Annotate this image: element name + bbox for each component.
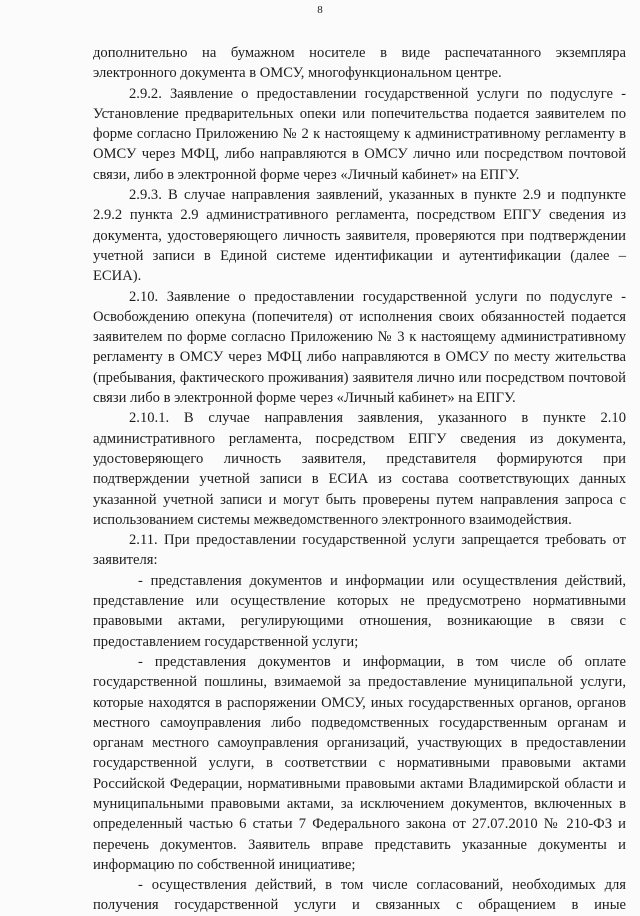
- page-number: 8: [317, 4, 323, 16]
- paragraph-2-10: 2.10. Заявление о предоставлении государственной услуги по подуслуге - Освобождению опекуна (попечителя) от исполнения своих обязанностей подается заявителем по форме согласно Приложению № 3 к настоящему административному регламенту в ОМСУ через МФЦ либо направляются в ОМСУ по месту жительства (пребывания, фактического проживания) заявителя лично или посредством почтовой связи либо в электронной форме через «Личный кабинет» на ЕПГУ.: [93, 288, 626, 407]
- paragraph-2-10-1: 2.10.1. В случае направления заявления, указанного в пункте 2.10 административного регламента, посредством ЕПГУ сведения из документа, удостоверяющего личность заявителя, представителя формируются при подтверждении учетной записи в ЕСИА из состава соответствующих данных указанной учетной записи и могут быть проверены путем направления запроса с использованием системы межведомственного электронного взаимодействия.: [93, 410, 626, 528]
- paragraph-continuation: дополнительно на бумажном носителе в виде распечатанного экземпляра электронного документа в ОМСУ, многофункциональном центре.: [93, 45, 626, 82]
- list-item: - представления документов и информации, в том числе об оплате государственной пошлины, взимаемой за предоставление муниципальной услуги, которые находятся в распоряжении ОМСУ, иных государственных органов, органов местного самоуправления либо подведомственных государственным органам и органам местного самоуправления организаций, участвующих в предоставлении государственной услуги, в соответствии с нормативными правовыми актами Российской Федерации, нормативными правовыми актами Владимирской области и муниципальными правовыми актами, за исключением документов, включенных в определенный частью 6 статьи 7 Федерального закона от 27.07.2010 № 210-ФЗ и перечень документов. Заявитель вправе представить указанные документы и информацию по собственной инициативе;: [93, 653, 626, 873]
- paragraph-2-11: 2.11. При предоставлении государственной услуги запрещается требовать от заявителя:: [93, 532, 626, 569]
- list-item: - осуществления действий, в том числе согласований, необходимых для получения государственной услуги и связанных с обращением в иные: [93, 877, 626, 914]
- paragraph-2-9-3: 2.9.3. В случае направления заявлений, указанных в пункте 2.9 и подпункте 2.9.2 пункта 2.9 административного регламента, посредством ЕПГУ сведения из документа, удостоверяющего личность заявителя, проверяются при подтверждении учетной записи в Единой системе идентификации и аутентификации (далее – ЕСИА).: [93, 187, 626, 285]
- paragraph-2-9-2: 2.9.2. Заявление о предоставлении государственной услуги по подуслуге - Установление предварительных опеки или попечительства подается заявителем по форме согласно Приложению № 2 к настоящему к административному регламенту в ОМСУ через МФЦ, либо направляются в ОМСУ лично или посредством почтовой связи, либо в электронной форме через «Личный кабинет» на ЕПГУ.: [93, 85, 626, 183]
- list-item: - представления документов и информации или осуществления действий, представление или осуществление которых не предусмотрено нормативными правовыми актами, регулирующими отношения, возникающие в связи с предоставлением государственной услуги;: [93, 572, 626, 650]
- document-body: [93, 43, 626, 916]
